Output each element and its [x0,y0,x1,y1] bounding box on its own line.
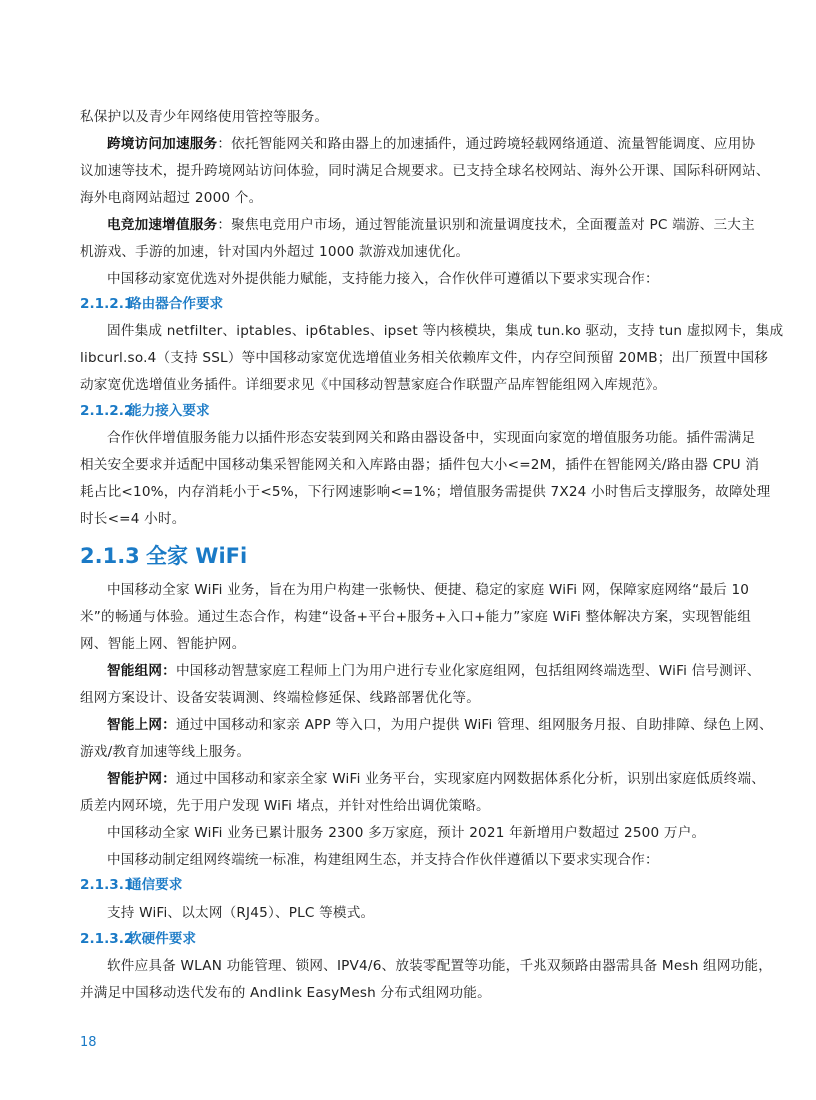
section-heading-2-1-3-2 [80,927,196,951]
bold-term: 跨境访问加速服务 [107,136,218,152]
heading-number: 2.1.3 [80,544,140,568]
paragraph-line: 固件集成 netfilter、iptables、ip6tables、ipset 等内核模块，集成 tun.ko 驱动，支持 tun 虚拟网卡，集成 [107,323,784,339]
paragraph-line: 中国移动全家 WiFi 业务，旨在为用户构建一张畅快、便捷、稳定的家庭 WiFi 网，保障家庭网络“最后 10 [107,582,750,598]
paragraph-line [80,712,773,739]
heading-number: 2.1.2.2 [80,403,134,419]
paragraph-line: 时长<=4 小时。 [80,511,186,527]
heading-title: 能力接入要求 [128,403,210,419]
page-number: 18 [80,1035,97,1050]
text: 通过中国移动和家亲全家 WiFi 业务平台，实现家庭内网数据体系化分析，识别出家庭低质终端、 [175,771,766,787]
bold-term: 智能上网： [107,717,176,733]
paragraph-line [80,658,761,685]
section-heading-2-1-3-1 [80,873,182,897]
paragraph-line: 中国移动家宽优选对外提供能力赋能，支持能力接入，合作伙伴可遵循以下要求实现合作： [107,271,659,287]
section-heading-2-1-2-2 [80,399,210,423]
paragraph-line: 并满足中国移动迭代发布的 Andlink EasyMesh 分布式组网功能。 [80,985,491,1001]
paragraph-line: 议加速等技术，提升跨境网站访问体验，同时满足合规要求。已支持全球名校网站、海外公开课、国际科研网站、 [80,163,770,179]
paragraph-line: 支持 WiFi、以太网（RJ45）、PLC 等模式。 [107,905,375,921]
heading-number: 2.1.2.1 [80,296,134,312]
paragraph-line: 中国移动制定组网终端统一标准，构建组网生态，并支持合作伙伴遵循以下要求实现合作： [107,852,659,868]
paragraph-line: 软件应具备 WLAN 功能管理、锁网、IPV4/6、放装零配置等功能，千兆双频路由器需具备 Mesh 组网功能， [107,958,773,974]
paragraph-line: 动家宽优选增值业务插件。详细要求见《中国移动智慧家庭合作联盟产品库智能组网入库规范》。 [80,377,667,393]
paragraph-line: 中国移动全家 WiFi 业务已累计服务 2300 多万家庭，预计 2021 年新增用户数超过 2500 万户。 [107,825,706,841]
paragraph-line: libcurl.so.4（支持 SSL）等中国移动家宽优选增值业务相关依赖库文件，内存空间预留 20MB；出厂预置中国移 [80,350,769,366]
section-heading-2-1-3 [80,540,247,572]
heading-number: 2.1.3.2 [80,931,134,947]
paragraph-line: 组网方案设计、设备安装调测、终端检修延保、线路部署优化等。 [80,690,481,706]
text: ：聚焦电竞用户市场，通过智能流量识别和流量调度技术，全面覆盖对 PC 端游、三大主 [217,217,755,233]
paragraph-line: 相关安全要求并适配中国移动集采智能网关和入库路由器；插件包大小<=2M，插件在智能网关/路由器 CPU 消 [80,457,760,473]
heading-title: 软硬件要求 [128,931,196,947]
heading-title: 全家 WiFi [146,544,248,568]
paragraph-line: 合作伙伴增值服务能力以插件形态安装到网关和路由器设备中，实现面向家宽的增值服务功能。插件需满足 [107,430,756,446]
paragraph-line: 质差内网环境，先于用户发现 WiFi 堵点，并针对性给出调优策略。 [80,798,490,814]
paragraph-line: 米”的畅通与体验。通过生态合作，构建“设备+平台+服务+入口+能力”家庭 WiFi 整体解决方案，实现智能组 [80,609,751,625]
heading-title: 路由器合作要求 [128,296,224,312]
text: ：依托智能网关和路由器上的加速插件，通过跨境轻载网络通道、流量智能调度、应用协 [217,136,756,152]
bold-term: 电竞加速增值服务 [107,217,218,233]
heading-number: 2.1.3.1 [80,877,134,893]
bold-term: 智能护网： [107,771,176,787]
text: 中国移动智慧家庭工程师上门为用户进行专业化家庭组网，包括组网终端选型、WiFi 信号测评、 [175,663,761,679]
paragraph-line: 耗占比<10%，内存消耗小于<5%，下行网速影响<=1%；增值服务需提供 7X24 小时售后支撑服务，故障处理 [80,484,771,500]
paragraph-line: 机游戏、手游的加速，针对国内外超过 1000 款游戏加速优化。 [80,244,470,260]
paragraph-line: 游戏/教育加速等线上服务。 [80,744,251,760]
text: 通过中国移动和家亲 APP 等入口，为用户提供 WiFi 管理、组网服务月报、自助排障、绿色上网、 [175,717,773,733]
paragraph-line: 网、智能上网、智能护网。 [80,636,246,652]
paragraph-line [80,131,756,158]
paragraph-line [80,766,766,793]
heading-title: 通信要求 [128,877,183,893]
section-heading-2-1-2-1 [80,292,223,316]
paragraph-line: 私保护以及青少年网络使用管控等服务。 [80,109,329,125]
paragraph-line: 海外电商网站超过 2000 个。 [80,190,263,206]
paragraph-line [80,212,755,239]
bold-term: 智能组网： [107,663,176,679]
